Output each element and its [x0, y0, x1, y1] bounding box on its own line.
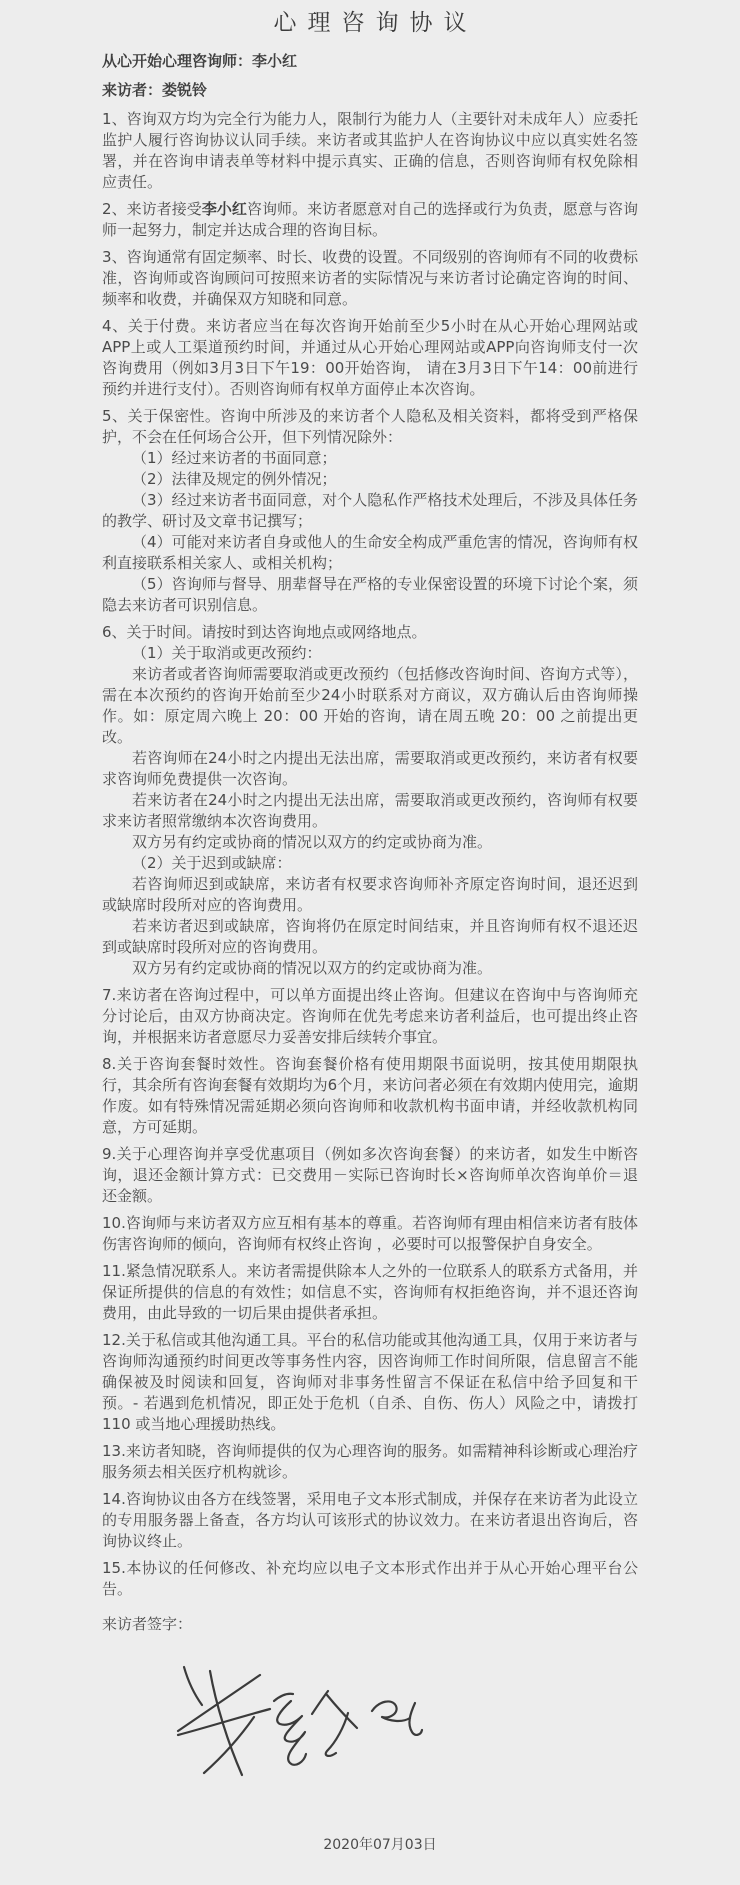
counselor-label: 从心开始心理咨询师：: [102, 52, 253, 70]
clause-10: 10.咨询师与来访者双方应互相有基本的尊重。若咨询师有理由相信来访者有肢体伤害咨询师的倾向，咨询师有权终止咨询 ，必要时可以报警保护自身安全。: [102, 1214, 638, 1253]
clause-2-counselor-name: 李小红: [201, 200, 247, 218]
clause-9: 9.关于心理咨询并享受优惠项目（例如多次咨询套餐）的来访者，如发生中断咨询，退还金额计算方式：已交费用－实际已咨询时长×咨询师单次咨询单价＝退还金额。: [102, 1145, 638, 1205]
clause-4: 4、关于付费。来访者应当在每次咨询开始前至少5小时在从心开始心理网站或APP上或人工渠道预约时间，并通过从心开始心理网站或APP向咨询师支付一次咨询费用（例如3月3日下午19：00开始咨询， 请在3月3日下午14：00前进行预约并进行支付）。否则咨询师有权单方面停止本次咨询。: [102, 317, 638, 398]
clause-6-item-5: 双方另有约定或协商的情况以双方的约定或协商为准。: [132, 833, 493, 851]
clause-8: 8.关于咨询套餐时效性。咨询套餐价格有使用期限书面说明，按其使用期限执行，其余所有咨询套餐有效期均为6个月，来访问者必须在有效期内使用完，逾期作废。如有特殊情况需延期必须向咨询师和收款机构书面申请，并经收款机构同意，方可延期。: [102, 1055, 638, 1136]
visitor-line: [102, 80, 638, 101]
clause-6-item-1: （1）关于取消或更改预约：: [132, 644, 322, 662]
clause-5-item-3: （3）经过来访者书面同意，对个人隐私作严格技术处理后，不涉及具体任务的教学、研讨及文章书记撰写；: [102, 491, 638, 530]
page-title: 心理咨询协议: [273, 10, 478, 36]
clause-6-item-7: 若咨询师迟到或缺席，来访者有权要求咨询师补齐原定咨询时间，退还迟到或缺席时段所对应的咨询费用。: [102, 875, 638, 914]
clause-13: 13.来访者知晓，咨询师提供的仅为心理咨询的服务。如需精神科诊断或心理治疗服务须去相关医疗机构就诊。: [102, 1442, 638, 1481]
clause-6-item-6: （2）关于迟到或缺席：: [132, 854, 292, 872]
clause-6-item-2: 来访者或者咨询师需要取消或更改预约（包括修改咨询时间、咨询方式等），需在本次预约的咨询开始前至少24小时联系对方商议，双方确认后由咨询师操作。如：原定周六晚上 20：00 开始的咨询，请在周五晚 20：00 之前提出更改。: [102, 665, 638, 746]
counselor-line: [102, 51, 638, 72]
clause-6-item-9: 双方另有约定或协商的情况以双方的约定或协商为准。: [132, 959, 493, 977]
clause-15: 15.本协议的任何修改、补充均应以电子文本形式作出并于从心开始心理平台公告。: [102, 1559, 638, 1598]
clause-1: 1、咨询双方均为完全行为能力人，限制行为能力人（主要针对未成年人）应委托监护人履行咨询协议认同手续。来访者或其监护人在咨询协议中应以真实姓名签署，并在咨询申请表单等材料中提示真实、正确的信息，否则咨询师有权免除相应责任。: [102, 110, 638, 191]
counselor-name: 李小红: [252, 52, 298, 70]
clause-11: 11.紧急情况联系人。来访者需提供除本人之外的一位联系人的联系方式备用，并保证所提供的信息的有效性；如信息不实，咨询师有权拒绝咨询，并不退还咨询费用，由此导致的一切后果由提供者承担。: [102, 1262, 638, 1322]
clause-12: 12.关于私信或其他沟通工具。平台的私信功能或其他沟通工具，仅用于来访者与咨询师沟通预约时间更改等事务性内容，因咨询师工作时间所限，信息留言不能确保被及时阅读和回复，咨询师对非事务性留言不保证在私信中给予回复和干预。- 若遇到危机情况，即正处于危机（自杀、自伤、伤人）风险之中，请拨打 110 或当地心理援助热线。: [102, 1331, 638, 1433]
clause-2: [102, 199, 638, 241]
clause-2-pre: 2、来访者接受: [102, 200, 202, 218]
visitor-signature-label: 来访者签字：: [102, 1615, 193, 1633]
clause-6-item-3: 若咨询师在24小时之内提出无法出席，需要取消或更改预约，来访者有权要求咨询师免费提供一次咨询。: [102, 749, 638, 788]
clause-5-item-2: （2）法律及规定的例外情况；: [132, 470, 337, 488]
clause-6-item-8: 若来访者迟到或缺席，咨询将仍在原定时间结束，并且咨询师有权不退还迟到或缺席时段所对应的咨询费用。: [102, 917, 638, 956]
clause-7: 7.来访者在咨询过程中，可以单方面提出终止咨询。但建议在咨询中与咨询师充分讨论后，由双方协商决定。咨询师在优先考虑来访者利益后，也可提出终止咨询，并根据来访者意愿尽力妥善安排后续转介事宜。: [102, 986, 638, 1046]
agreement-date: 2020年07月03日: [323, 1837, 437, 1853]
clause-14: 14.咨询协议由各方在线签署，采用电子文本形式制成，并保存在来访者为此设立的专用服务器上备查，各方均认可该形式的协议效力。在来访者退出咨询后，咨询协议终止。: [102, 1490, 638, 1550]
visitor-label: 来访者：: [102, 81, 163, 99]
clause-5-item-5: （5）咨询师与督导、朋辈督导在严格的专业保密设置的环境下讨论个案，须隐去来访者可识别信息。: [102, 575, 638, 614]
clause-5-group: [102, 406, 638, 616]
clause-5-item-4: （4）可能对来访者自身或他人的生命安全构成严重危害的情况，咨询师有权利直接联系相关家人、或相关机构；: [102, 533, 638, 572]
clause-6-group: [102, 622, 638, 979]
visitor-name: 娄锐铃: [162, 81, 208, 99]
clause-2-post: 咨询师。来访者愿意对自己的选择或行为负责，愿意与咨询师一起努力，制定并达成合理的咨询目标。: [102, 200, 638, 239]
signature-scribble: [176, 1661, 428, 1779]
clause-6-item-4: 若来访者在24小时之内提出无法出席，需要取消或更改预约，咨询师有权要求来访者照常缴纳本次咨询费用。: [102, 791, 638, 830]
clause-6: 6、关于时间。请按时到达咨询地点或网络地点。: [102, 623, 427, 641]
clause-3: 3、咨询通常有固定频率、时长、收费的设置。不同级别的咨询师有不同的收费标准，咨询师或咨询顾问可按照来访者的实际情况与来访者讨论确定咨询的时间、频率和收费，并确保双方知晓和同意。: [102, 248, 638, 308]
visitor-signature-image: [176, 1661, 428, 1779]
clause-5: 5、关于保密性。咨询中所涉及的来访者个人隐私及相关资料，都将受到严格保护，不会在任何场合公开，但下列情况除外：: [102, 407, 638, 446]
clause-5-item-1: （1）经过来访者的书面同意；: [132, 449, 337, 467]
